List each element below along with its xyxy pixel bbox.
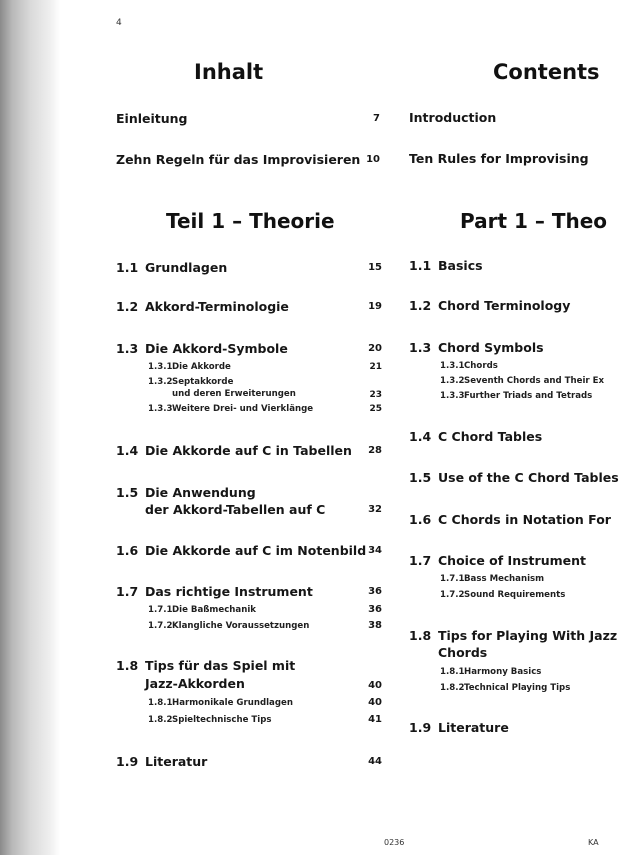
toc-intro-en[interactable]: Introduction [409, 110, 497, 125]
toc-entry-1-7-1-de[interactable] [148, 605, 256, 615]
entry-page: 44 [368, 756, 382, 767]
entry-page: 40 [368, 697, 382, 708]
entry-label: Harmonikale Grundlagen [172, 698, 293, 708]
entry-label: Literature [438, 720, 509, 735]
entry-page: 25 [369, 404, 382, 414]
entry-number: 1.7 [409, 553, 432, 568]
toc-entry-1-7-1-en[interactable] [440, 574, 544, 584]
entry-number: 1.3.2 [148, 377, 173, 387]
toc-entry-1-4-en[interactable] [409, 429, 542, 444]
entry-number: 1.8.2 [440, 683, 465, 693]
entry-page: 23 [369, 390, 382, 400]
entry-number: 1.8 [409, 628, 432, 643]
book-spine-shadow [0, 0, 60, 855]
entry-number: 1.3.3 [148, 404, 173, 414]
entry-label: Bass Mechanism [464, 574, 545, 584]
entry-number: 1.8.1 [440, 667, 465, 677]
toc-entry-1-3-de[interactable] [116, 341, 288, 356]
entry-label: Chord Symbols [438, 340, 544, 355]
entry-label-continued: der Akkord-Tabellen auf C [145, 502, 326, 517]
entry-page: 36 [368, 586, 382, 597]
entry-number: 1.3.3 [440, 391, 465, 401]
entry-page: 20 [368, 343, 382, 354]
toc-entry-1-8-2-en[interactable] [440, 683, 570, 693]
toc-page [60, 0, 619, 855]
part-heading-en: Part 1 – Theo [460, 209, 608, 233]
entry-number: 1.7.1 [148, 605, 173, 615]
entry-number: 1.9 [409, 720, 432, 735]
toc-entry-1-7-2-de[interactable] [148, 621, 309, 631]
page-intro-de: 7 [373, 113, 380, 124]
entry-number: 1.7.2 [440, 590, 465, 600]
toc-entry-1-2-en[interactable] [409, 298, 570, 313]
entry-label: Use of the C Chord Tables [438, 470, 619, 485]
entry-number: 1.8 [116, 658, 139, 673]
entry-label: Die Akkorde [172, 362, 231, 372]
toc-entry-1-3-3-en[interactable] [440, 391, 592, 401]
entry-number: 1.1 [116, 260, 139, 275]
toc-entry-1-1-en[interactable] [409, 258, 483, 273]
english-heading: Contents [493, 60, 600, 84]
toc-entry-1-6-de[interactable] [116, 543, 366, 558]
entry-label: Further Triads and Tetrads [464, 391, 593, 401]
toc-entry-1-8-2-de[interactable] [148, 715, 272, 725]
footer-right: KA [588, 838, 599, 847]
entry-number: 1.9 [116, 754, 139, 769]
entry-number: 1.4 [409, 429, 432, 444]
entry-label-continued: Jazz-Akkorden [145, 676, 245, 691]
toc-entry-1-7-2-en[interactable] [440, 590, 565, 600]
toc-entry-1-7-de[interactable] [116, 584, 313, 599]
entry-label: Die Anwendung [145, 485, 256, 500]
toc-entry-1-3-1-en[interactable] [440, 361, 498, 371]
toc-entry-1-9-de[interactable] [116, 754, 207, 769]
entry-label: Die Akkorde auf C in Tabellen [145, 443, 352, 458]
toc-rules-en[interactable]: Ten Rules for Improvising [409, 151, 589, 166]
entry-label: Septakkorde [172, 377, 234, 387]
entry-page: 34 [368, 545, 382, 556]
toc-entry-1-3-1-de[interactable] [148, 362, 231, 372]
entry-number: 1.7.2 [148, 621, 173, 631]
toc-entry-1-1-de[interactable] [116, 260, 227, 275]
entry-label: Sound Requirements [464, 590, 566, 600]
toc-entry-1-9-en[interactable] [409, 720, 509, 735]
entry-page: 41 [368, 714, 382, 725]
page-rules-de: 10 [366, 154, 380, 165]
toc-entry-1-8-en[interactable] [409, 628, 617, 643]
toc-entry-1-8-1-de[interactable] [148, 698, 293, 708]
entry-page: 21 [369, 362, 382, 372]
entry-label: Weitere Drei- und Vierklänge [172, 404, 314, 414]
entry-page: 28 [368, 445, 382, 456]
part-heading-de: Teil 1 – Theorie [166, 209, 335, 233]
entry-label: Akkord-Terminologie [145, 299, 289, 314]
entry-label: Tips für das Spiel mit [145, 658, 296, 673]
entry-label: Die Akkorde auf C im Notenbild [145, 543, 367, 558]
entry-number: 1.5 [116, 485, 139, 500]
entry-number: 1.3 [116, 341, 139, 356]
entry-label: Harmony Basics [464, 667, 542, 677]
toc-entry-1-5-en[interactable] [409, 470, 619, 485]
entry-label: Basics [438, 258, 483, 273]
toc-entry-1-8-1-en[interactable] [440, 667, 541, 677]
entry-label-continued: und deren Erweiterungen [172, 389, 296, 399]
page-number: 4 [116, 18, 122, 28]
entry-label: C Chord Tables [438, 429, 543, 444]
entry-label: Spieltechnische Tips [172, 715, 272, 725]
toc-intro-de[interactable]: Einleitung [116, 111, 188, 126]
toc-entry-1-3-en[interactable] [409, 340, 544, 355]
entry-label: Literatur [145, 754, 208, 769]
entry-number: 1.5 [409, 470, 432, 485]
entry-label: Das richtige Instrument [145, 584, 313, 599]
entry-label: Die Akkord-Symbole [145, 341, 288, 356]
entry-number: 1.3.1 [440, 361, 465, 371]
entry-label: Die Baßmechanik [172, 605, 257, 615]
toc-entry-1-7-en[interactable] [409, 553, 586, 568]
footer-code: 0236 [384, 838, 405, 847]
toc-rules-de[interactable]: Zehn Regeln für das Improvisieren [116, 152, 361, 167]
entry-number: 1.8.1 [148, 698, 173, 708]
entry-number: 1.8.2 [148, 715, 173, 725]
toc-entry-1-3-2-de[interactable] [148, 377, 233, 387]
entry-page: 19 [368, 301, 382, 312]
toc-entry-1-3-2-en[interactable] [440, 376, 604, 386]
entry-number: 1.2 [409, 298, 432, 313]
german-heading: Inhalt [194, 60, 264, 84]
entry-label: Tips for Playing With Jazz [438, 628, 618, 643]
entry-number: 1.1 [409, 258, 432, 273]
entry-label: Chords [464, 361, 498, 371]
entry-page: 38 [368, 620, 382, 631]
toc-entry-1-8-de[interactable] [116, 658, 295, 673]
entry-label: Seventh Chords and Their Ex [464, 376, 605, 386]
entry-page: 32 [368, 504, 382, 515]
entry-number: 1.7 [116, 584, 139, 599]
entry-number: 1.3.2 [440, 376, 465, 386]
entry-label: Grundlagen [145, 260, 228, 275]
entry-number: 1.6 [116, 543, 139, 558]
entry-page: 40 [368, 680, 382, 691]
toc-entry-1-3-3-de[interactable] [148, 404, 313, 414]
entry-label: Klangliche Voraussetzungen [172, 621, 310, 631]
toc-entry-1-5-de[interactable] [116, 485, 256, 500]
toc-entry-1-6-en[interactable] [409, 512, 611, 527]
entry-label: C Chords in Notation For [438, 512, 611, 527]
entry-label-continued: Chords [438, 645, 488, 660]
entry-number: 1.4 [116, 443, 139, 458]
entry-label: Chord Terminology [438, 298, 571, 313]
entry-number: 1.7.1 [440, 574, 465, 584]
entry-label: Technical Playing Tips [464, 683, 571, 693]
entry-page: 15 [368, 262, 382, 273]
entry-number: 1.6 [409, 512, 432, 527]
entry-page: 36 [368, 604, 382, 615]
entry-number: 1.3.1 [148, 362, 173, 372]
entry-label: Choice of Instrument [438, 553, 586, 568]
entry-number: 1.3 [409, 340, 432, 355]
toc-entry-1-4-de[interactable] [116, 443, 352, 458]
toc-entry-1-2-de[interactable] [116, 299, 289, 314]
entry-number: 1.2 [116, 299, 139, 314]
